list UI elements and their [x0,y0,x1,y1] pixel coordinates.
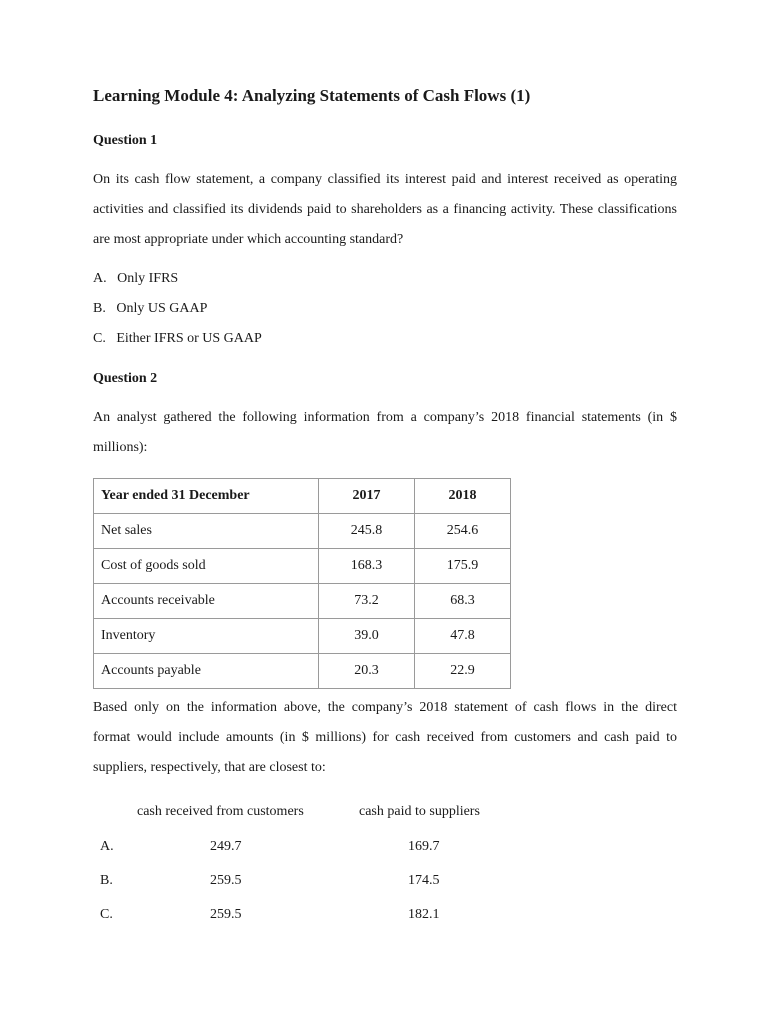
answer-letter-b: B. [100,873,113,888]
question-1-text [93,165,677,255]
answer-letter-c: C. [100,907,113,922]
answer-b-received: 259.5 [210,873,242,888]
financial-data-table [93,478,511,689]
option-text: Only IFRS [117,271,179,286]
table-cell: 20.3 [319,654,415,689]
table-row [94,549,511,584]
question-2-intro-line: millions): [93,440,148,455]
answer-letter-a: A. [100,839,114,854]
question-2-followup-line: suppliers, respectively, that are closest to: [93,760,326,775]
table-cell: Net sales [94,514,319,549]
question-1-line: are most appropriate under which accounting standard? [93,232,404,247]
table-cell: 47.8 [415,619,511,654]
question-1-heading: Question 1 [93,133,158,148]
table-cell: 22.9 [415,654,511,689]
option-text: Either IFRS or US GAAP [116,331,262,346]
table-header-cell: Year ended 31 December [94,479,319,514]
table-row [94,619,511,654]
question-2-followup [93,693,677,783]
answer-a-paid: 169.7 [408,839,440,854]
answer-b-paid: 174.5 [408,873,440,888]
option-c [93,331,262,347]
table-row [94,514,511,549]
option-letter: B. [93,301,106,316]
table-cell: Cost of goods sold [94,549,319,584]
option-b [93,301,207,317]
question-2-followup-line: format would include amounts (in $ millions) for cash received from customers and cash paid to [93,730,677,745]
table-row [94,654,511,689]
question-2-heading: Question 2 [93,371,158,386]
answer-c-paid: 182.1 [408,907,440,922]
table-cell: 168.3 [319,549,415,584]
table-cell: 245.8 [319,514,415,549]
question-1-line: activities and classified its dividends paid to shareholders as a financing activity. These classifications [93,202,677,217]
option-letter: C. [93,331,106,346]
table-row [94,584,511,619]
question-2-intro [93,403,677,463]
question-2-followup-line: Based only on the information above, the company’s 2018 statement of cash flows in the direct [93,700,677,715]
table-cell: 68.3 [415,584,511,619]
document-title: Learning Module 4: Analyzing Statements of Cash Flows (1) [93,86,531,105]
answer-c-received: 259.5 [210,907,242,922]
table-cell: 73.2 [319,584,415,619]
table-cell: Accounts payable [94,654,319,689]
table-header-cell: 2018 [415,479,511,514]
table-cell: Accounts receivable [94,584,319,619]
table-header-cell: 2017 [319,479,415,514]
table-cell: Inventory [94,619,319,654]
option-letter: A. [93,271,107,286]
table-cell: 254.6 [415,514,511,549]
option-a [93,271,178,287]
question-1-line: On its cash flow statement, a company classified its interest paid and interest received as operating [93,172,677,187]
answer-header-paid: cash paid to suppliers [359,804,480,819]
answer-header-received: cash received from customers [137,804,304,819]
table-header-row [94,479,511,514]
table-cell: 175.9 [415,549,511,584]
table-cell: 39.0 [319,619,415,654]
option-text: Only US GAAP [116,301,208,316]
question-2-intro-line: An analyst gathered the following information from a company’s 2018 financial statements (in $ [93,410,677,425]
answer-a-received: 249.7 [210,839,242,854]
